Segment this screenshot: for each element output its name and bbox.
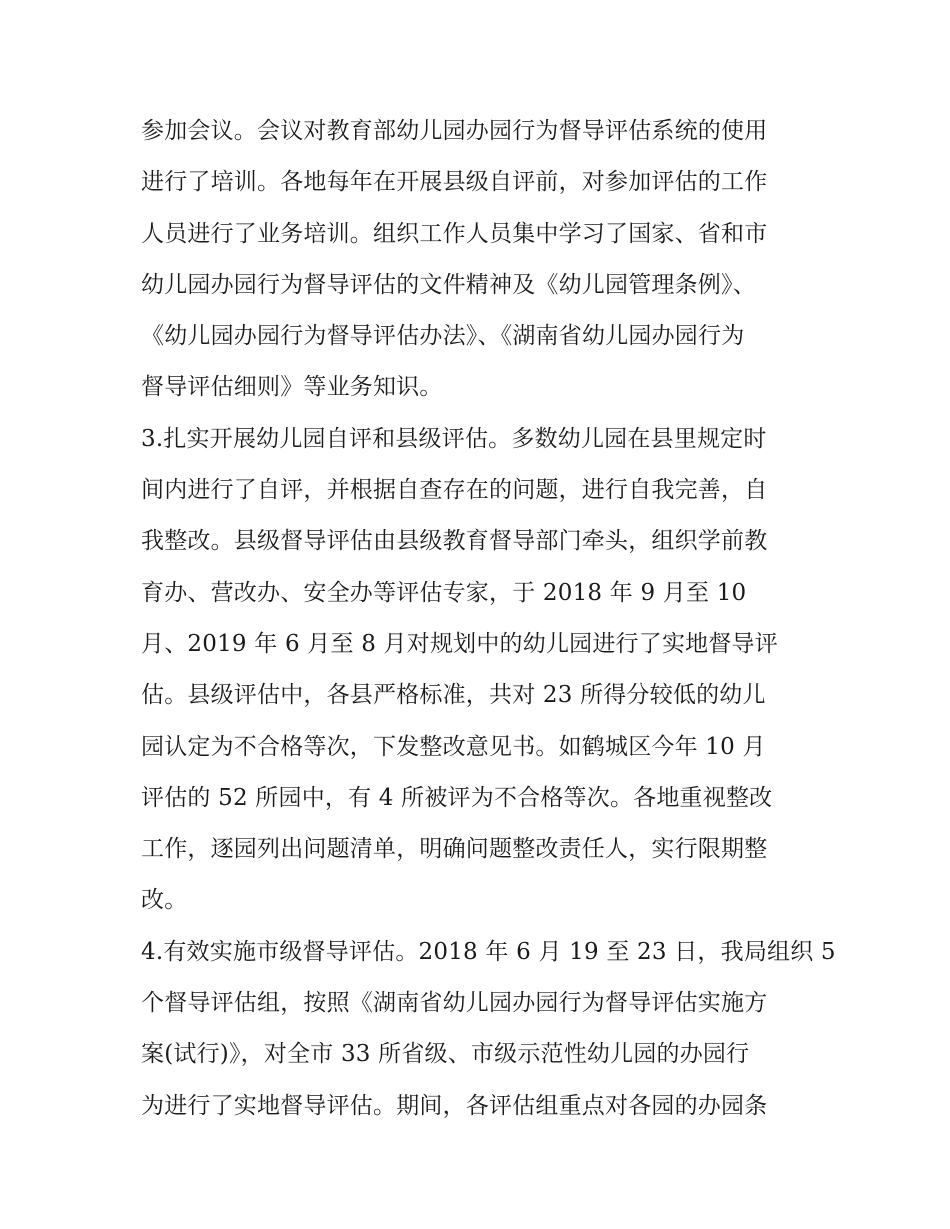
text-line: 《幼儿园办园行为督导评估办法》、《湖南省幼儿园办园行为 bbox=[141, 323, 745, 350]
paragraph-4-heading-line: 4.有效实施市级督导评估。2018 年 6 月 19 至 23 日，我局组织 5 bbox=[141, 938, 836, 965]
body-text bbox=[141, 106, 836, 1132]
text-line: 案(试行)》，对全市 33 所省级、市级示范性幼儿园的办园行 bbox=[141, 1041, 750, 1068]
text-line: 人员进行了业务培训。组织工作人员集中学习了国家、省和市 bbox=[141, 220, 768, 247]
text-line: 评估的 52 所园中，有 4 所被评为不合格等次。各地重视整改 bbox=[141, 784, 773, 811]
text-line: 月、2019 年 6 月至 8 月对规划中的幼儿园进行了实地督导评 bbox=[141, 630, 778, 657]
text-line: 进行了培训。各地每年在开展县级自评前，对参加评估的工作 bbox=[141, 169, 768, 196]
text-line: 改。 bbox=[141, 887, 188, 914]
text-line: 幼儿园办园行为督导评估的文件精神及《幼儿园管理条例》、 bbox=[141, 271, 756, 298]
text-line: 估。县级评估中，各县严格标准，共对 23 所得分较低的幼儿 bbox=[141, 682, 766, 709]
text-line: 育办、营改办、安全办等评估专家，于 2018 年 9 月至 10 bbox=[141, 579, 747, 606]
paragraph-3-heading-line: 3.扎实开展幼儿园自评和县级评估。多数幼儿园在县里规定时 bbox=[141, 425, 767, 452]
text-line: 园认定为不合格等次，下发整改意见书。如鹤城区今年 10 月 bbox=[141, 733, 766, 760]
text-line: 参加会议。会议对教育部幼儿园办园行为督导评估系统的使用 bbox=[141, 118, 768, 144]
text-line: 我整改。县级督导评估由县级教育督导部门牵头，组织学前教 bbox=[141, 528, 768, 555]
text-line: 个督导评估组，按照《湖南省幼儿园办园行为督导评估实施方 bbox=[141, 990, 768, 1017]
text-line: 工作，逐园列出问题清单，明确问题整改责任人，实行限期整 bbox=[141, 836, 768, 863]
text-line: 为进行了实地督导评估。期间，各评估组重点对各园的办园条 bbox=[141, 1092, 768, 1119]
text-line: 间内进行了自评，并根据自查存在的问题，进行自我完善，自 bbox=[141, 477, 768, 504]
text-line: 督导评估细则》等业务知识。 bbox=[141, 374, 443, 401]
